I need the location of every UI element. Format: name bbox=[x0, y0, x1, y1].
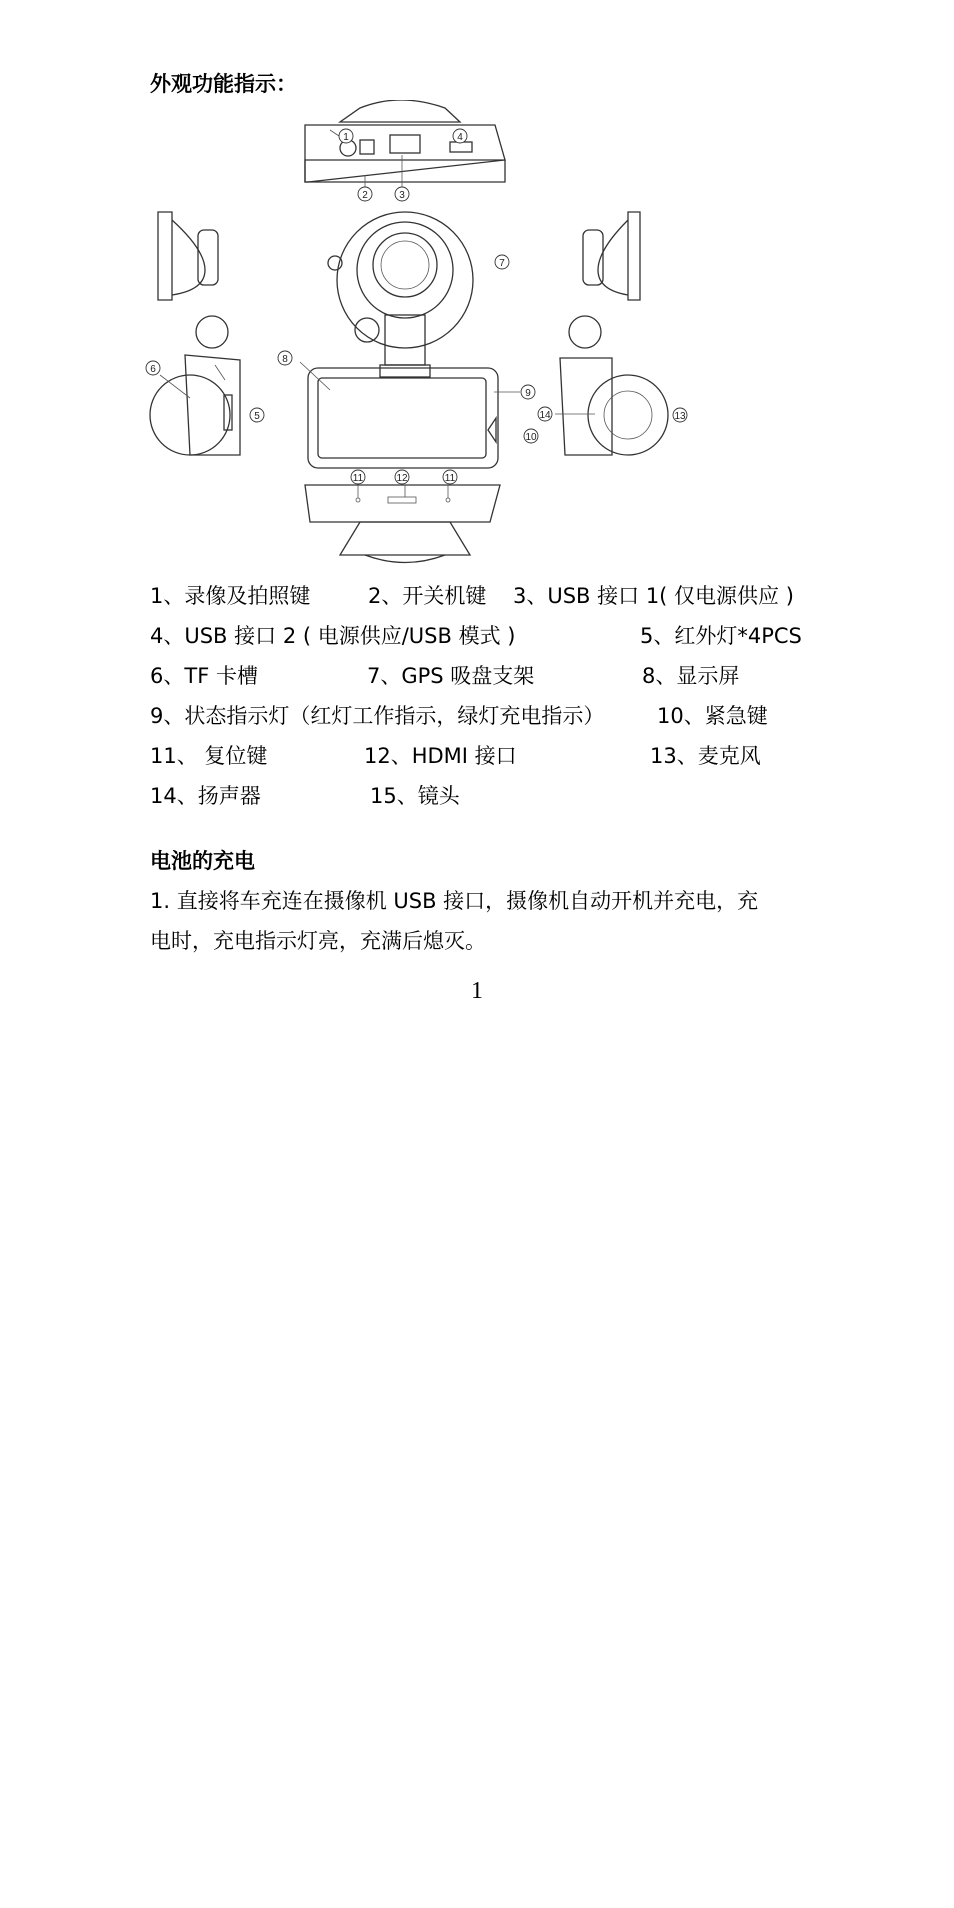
svg-text:14: 14 bbox=[539, 410, 551, 421]
charging-title: 电池的充电 bbox=[150, 849, 255, 873]
callout-1 bbox=[339, 129, 353, 143]
svg-text:9: 9 bbox=[525, 388, 531, 399]
svg-text:5: 5 bbox=[254, 411, 260, 422]
svg-text:4: 4 bbox=[457, 132, 463, 143]
feature-item: 7、GPS 吸盘支架 bbox=[367, 664, 535, 688]
callout-13 bbox=[673, 408, 687, 422]
callout-11-left bbox=[351, 470, 365, 484]
feature-item: 12、HDMI 接口 bbox=[364, 744, 517, 768]
svg-text:10: 10 bbox=[525, 432, 537, 443]
svg-text:3: 3 bbox=[399, 190, 405, 201]
callout-9 bbox=[521, 385, 535, 399]
top-view bbox=[305, 100, 505, 188]
feature-item: 13、麦克风 bbox=[650, 744, 761, 768]
feature-item: 15、镜头 bbox=[370, 784, 460, 808]
svg-text:13: 13 bbox=[674, 411, 686, 422]
callout-12 bbox=[395, 470, 409, 484]
feature-item: 5、红外灯*4PCS bbox=[640, 624, 802, 648]
right-side-view bbox=[555, 212, 668, 455]
svg-text:11: 11 bbox=[444, 473, 456, 484]
callout-2 bbox=[358, 187, 372, 201]
svg-text:8: 8 bbox=[282, 354, 288, 365]
feature-item: 3、USB 接口 1( 仅电源供应 ) bbox=[513, 584, 794, 608]
charging-line-1: 1. 直接将车充连在摄像机 USB 接口，摄像机自动开机并充电，充 bbox=[150, 889, 759, 913]
callout-7 bbox=[495, 255, 509, 269]
feature-item: 9、状态指示灯（红灯工作指示，绿灯充电指示） bbox=[150, 704, 605, 728]
svg-text:11: 11 bbox=[352, 473, 364, 484]
callout-3 bbox=[395, 187, 409, 201]
feature-item: 1、录像及拍照键 bbox=[150, 584, 311, 608]
svg-text:12: 12 bbox=[396, 473, 408, 484]
svg-text:1: 1 bbox=[343, 132, 349, 143]
left-side-view bbox=[150, 212, 240, 455]
feature-item: 10、紧急键 bbox=[657, 704, 768, 728]
svg-text:6: 6 bbox=[150, 364, 156, 375]
svg-text:2: 2 bbox=[362, 190, 368, 201]
charging-line-2: 电时，充电指示灯亮，充满后熄灭。 bbox=[150, 929, 486, 953]
front-view bbox=[300, 212, 520, 468]
bottom-view bbox=[305, 485, 500, 563]
callout-8 bbox=[278, 351, 292, 365]
page-number: 1 bbox=[471, 978, 483, 1004]
callout-11-right bbox=[443, 470, 457, 484]
callout-5 bbox=[250, 408, 264, 422]
feature-item: 4、USB 接口 2 ( 电源供应/USB 模式 ) bbox=[150, 624, 516, 648]
feature-item: 2、开关机键 bbox=[368, 584, 487, 608]
feature-item: 8、显示屏 bbox=[642, 664, 740, 688]
feature-item: 14、扬声器 bbox=[150, 784, 261, 808]
feature-item: 6、TF 卡槽 bbox=[150, 664, 258, 688]
section-title: 外观功能指示： bbox=[150, 72, 297, 96]
callout-14 bbox=[538, 407, 552, 421]
dashcam-diagram bbox=[0, 100, 954, 570]
callout-6 bbox=[146, 361, 160, 375]
feature-item: 11、 复位键 bbox=[150, 744, 268, 768]
callout-4 bbox=[453, 129, 467, 143]
svg-text:7: 7 bbox=[499, 258, 505, 269]
callout-10 bbox=[524, 429, 538, 443]
